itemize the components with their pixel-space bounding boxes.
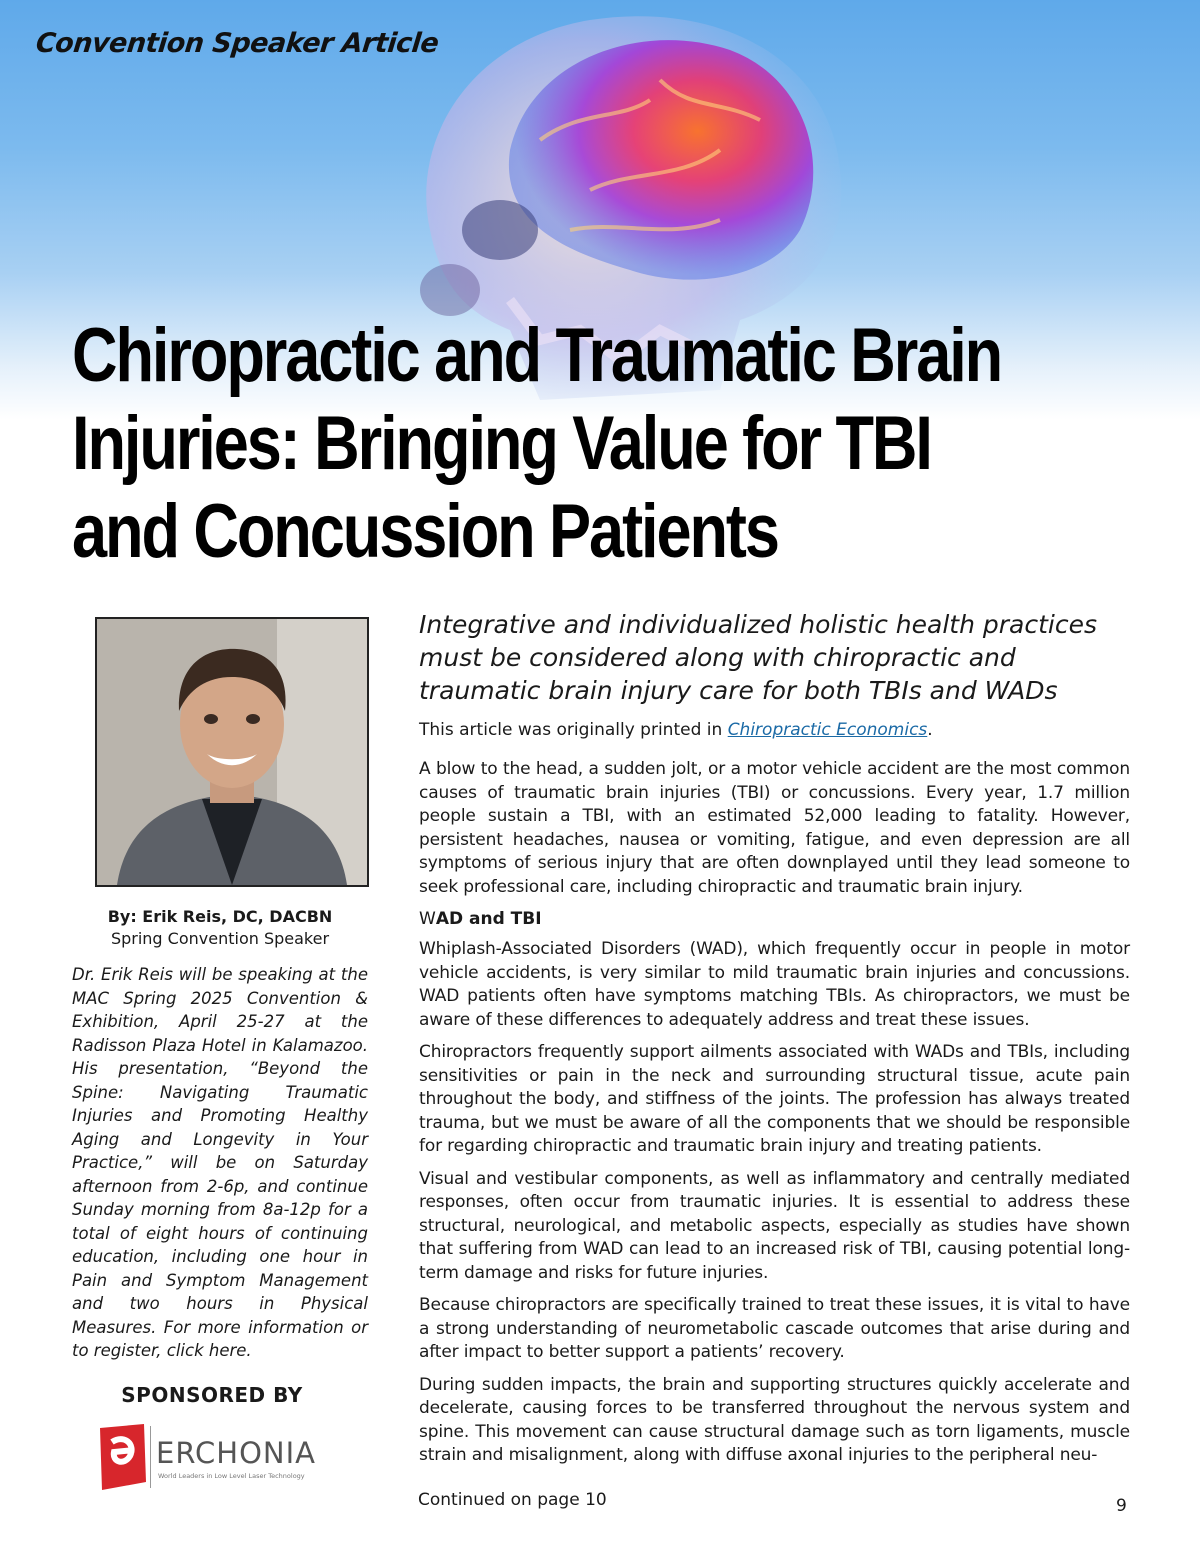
logo-divider xyxy=(150,1426,151,1488)
article-deck: Integrative and individualized holistic health practices must be considered along with chiropractic and traumatic brain injury care for both TBIs and WADs xyxy=(419,610,1098,705)
body-paragraph: During sudden impacts, the brain and supporting structures quickly accelerate and decelerate, causing forces to be transferred throughout the nervous system and spine. This movement can cause structural damage such as torn ligaments, muscle strain and misalignment, along with diffuse axonal injuries to the peripheral neu- xyxy=(419,1374,1130,1465)
article-title xyxy=(72,312,1002,576)
origin-suffix: . xyxy=(927,720,933,740)
heading-rest: AD and TBI xyxy=(435,909,542,929)
page-number: 9 xyxy=(1116,1496,1127,1516)
title-line: Chiropractic and Traumatic Brain xyxy=(72,313,1002,398)
sponsor-logo-text: ERCHONIA xyxy=(156,1436,316,1470)
title-line: Injuries: Bringing Value for TBI xyxy=(72,401,931,486)
sponsor-logo-tagline: World Leaders in Low Level Laser Technology xyxy=(158,1472,305,1480)
heading-initial: W xyxy=(419,909,436,929)
title-line: and Concussion Patients xyxy=(72,489,778,574)
body-paragraph: Visual and vestibular components, as well as inflammatory and centrally mediated responses, often occur from traumatic injuries. It is essential to address these structural, neurological, and metabolic aspects, especially as studies have shown that suffering from WAD can lead to an increased risk of TBI, causing potential long-term damage and risks for future injuries. xyxy=(419,1168,1130,1283)
author-photo xyxy=(95,617,369,887)
body-paragraph: Because chiropractors are specifically trained to treat these issues, it is vital to have a strong understanding of neurometabolic cascade outcomes that arise during and after impact to better support a patients’ recovery. xyxy=(419,1295,1130,1362)
author-portrait-illustration xyxy=(97,619,367,885)
author-name: By: Erik Reis, DC, DACBN xyxy=(107,907,333,926)
section-kicker: Convention Speaker Article xyxy=(34,28,440,59)
origin-prefix: This article was originally printed in xyxy=(419,720,728,740)
erchonia-logo-icon xyxy=(94,1422,150,1492)
author-bio: Dr. Erik Reis will be speaking at the MAC Spring 2025 Convention & Exhibition, April 25-27 at the Radisson Plaza Hotel in Kalamazoo. His presentation, “Beyond the Spine: Navigating Traumatic Injuries and Promoting Healthy Aging and Longevity in Your Practice,” will be on Saturday afternoon from 2-6p, and continue Sunday morning from 8a-12p for a total of eight hours of continuing education, including one hour in Pain and Symptom Management and two hours in Physical Measures. For more information or to register, click here. xyxy=(72,965,368,1360)
body-paragraph: A blow to the head, a sudden jolt, or a motor vehicle accident are the most common causes of traumatic brain injuries (TBI) or concussions. Every year, 1.7 million people sustain a TBI, with an estimated 52,000 leading to fatality. However, persistent headaches, nausea or vomiting, fatigue, and even depression are all symptoms of serious injury that are often downplayed until they lead someone to seek professional care, including chiropractic and traumatic brain injury. xyxy=(419,759,1130,897)
article-column xyxy=(419,608,1130,1477)
sponsor-logo[interactable] xyxy=(94,1418,339,1494)
author-byline xyxy=(72,906,368,950)
sponsor-label: SPONSORED BY xyxy=(121,1383,303,1407)
source-link[interactable]: Chiropractic Economics xyxy=(727,720,928,740)
body-paragraph: Chiropractors frequently support ailments associated with WADs and TBIs, including sensitivities or pain in the neck and surrounding structural tissue, acute pain throughout the body, and stiffness of the joints. The profession has always treated trauma, but we must be aware of all the components that we should be responsible for regarding chiropractic and traumatic brain injury and treating patients. xyxy=(419,1042,1130,1156)
origin-note xyxy=(419,719,1130,742)
author-role: Spring Convention Speaker xyxy=(110,929,330,948)
body-paragraph: Whiplash-Associated Disorders (WAD), which frequently occur in people in motor vehicle accidents, is very similar to mild traumatic brain injuries and concussions. WAD patients often have symptoms matching TBIs. As chiropractors, we must be aware of these differences to adequately address and treat these issues. xyxy=(419,939,1130,1030)
section-heading xyxy=(419,908,1130,931)
continued-note: Continued on page 10 xyxy=(418,1490,607,1510)
article-body xyxy=(419,758,1130,1468)
